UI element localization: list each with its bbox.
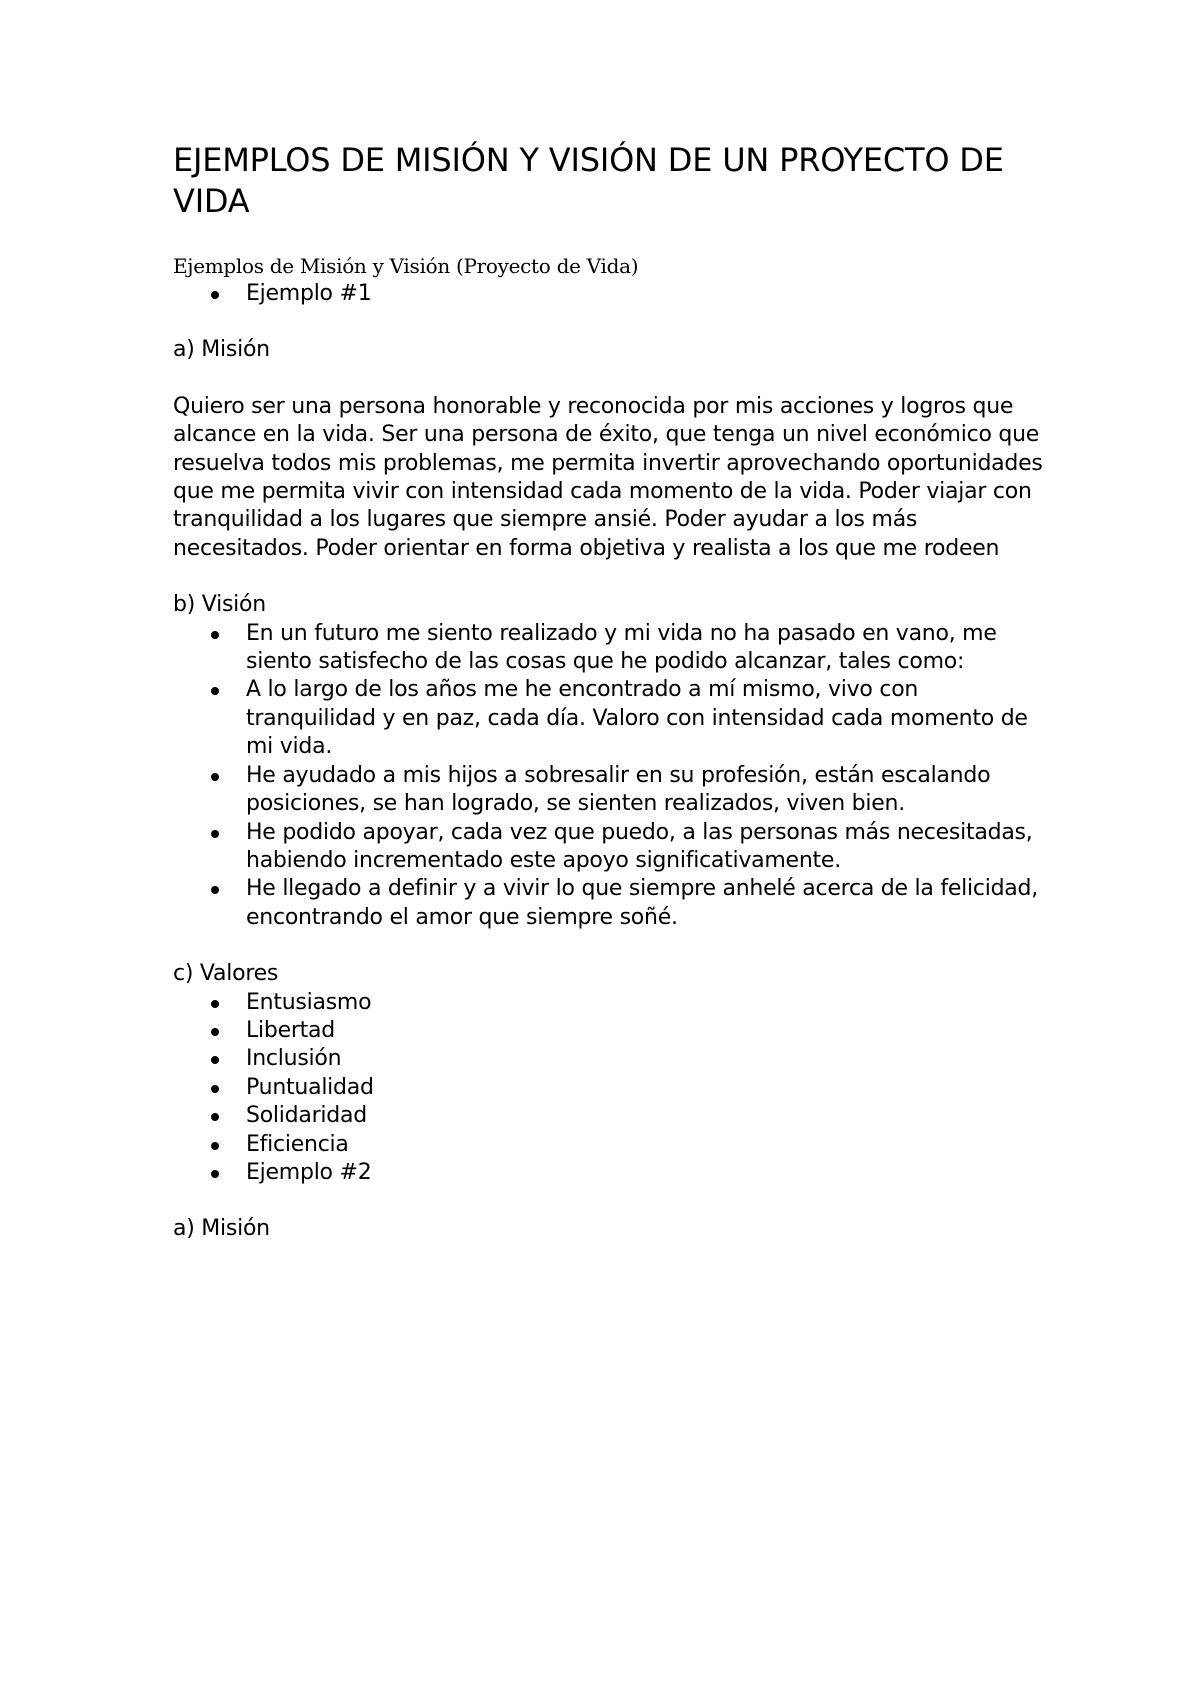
valor-item-text: Solidaridad — [246, 1103, 367, 1129]
list-item — [173, 620, 1053, 677]
list-item — [173, 676, 1053, 761]
bullet-icon — [211, 291, 219, 299]
vision-list — [173, 620, 1053, 932]
bullet-icon — [211, 1056, 219, 1064]
ejemplo-2-list — [173, 1159, 1053, 1187]
valores-heading-1: c) Valores — [173, 961, 279, 987]
valor-item-text: Puntualidad — [246, 1074, 374, 1100]
list-item — [173, 1074, 1053, 1102]
bullet-icon — [211, 1113, 219, 1121]
vision-item-text: He podido apoyar, cada vez que puedo, a las personas más necesitadas, habiendo incrementado este apoyo significativamente. — [246, 819, 1033, 873]
ejemplo-2-label: Ejemplo #2 — [246, 1159, 372, 1185]
valor-item-text: Eficiencia — [246, 1131, 349, 1157]
list-item — [173, 1159, 1053, 1187]
bullet-icon — [211, 1028, 219, 1036]
ejemplo-1-list — [173, 280, 1053, 308]
valor-item-text: Inclusión — [246, 1046, 342, 1072]
list-item — [173, 819, 1053, 876]
bullet-icon — [211, 830, 219, 838]
valor-item-text: Entusiasmo — [246, 989, 372, 1015]
bullet-icon — [211, 1170, 219, 1178]
list-item — [173, 875, 1053, 932]
bullet-icon — [211, 773, 219, 781]
page-title: EJEMPLOS DE MISIÓN Y VISIÓN DE UN PROYECTO DE VIDA — [173, 141, 1004, 220]
ejemplo-1-label: Ejemplo #1 — [246, 281, 372, 306]
valores-list — [173, 989, 1053, 1159]
bullet-icon — [211, 1142, 219, 1150]
list-item — [173, 1131, 1053, 1159]
vision-item-text: He llegado a definir y a vivir lo que siempre anhelé acerca de la felicidad, encontrando el amor que siempre soñé. — [246, 876, 1038, 930]
bullet-icon — [211, 631, 219, 639]
vision-heading-1: b) Visión — [173, 592, 266, 618]
document-page — [173, 140, 1053, 1244]
bullet-icon — [211, 886, 219, 894]
vision-item-text: A lo largo de los años me he encontrado a mí mismo, vivo con tranquilidad y en paz, cada día. Valoro con intensidad cada momento de mi vida. — [246, 677, 1028, 760]
list-item — [173, 280, 1053, 308]
mision-heading-2: a) Misión — [173, 1216, 270, 1242]
bullet-icon — [211, 1085, 219, 1093]
list-item — [173, 1102, 1053, 1130]
mision-heading-1: a) Misión — [173, 337, 270, 363]
list-item — [173, 1017, 1053, 1045]
valor-item-text: Libertad — [246, 1017, 335, 1043]
subtitle: Ejemplos de Misión y Visión (Proyecto de Vida) — [173, 254, 639, 278]
list-item — [173, 762, 1053, 819]
mision-text-1: Quiero ser una persona honorable y reconocida por mis acciones y logros que alcance en la vida. Ser una persona de éxito, que tenga un nivel económico que resuelva todos mis problemas, me permita invertir aprovechando oportunidades que me permita vivir con intensidad cada momento de la vida. Poder viajar con tranquilidad a los lugares que siempre ansié. Poder ayudar a los más necesitados. Poder orientar en forma objetiva y realista a los que me rodeen — [173, 393, 1043, 561]
list-item — [173, 1045, 1053, 1073]
list-item — [173, 989, 1053, 1017]
bullet-icon — [211, 1000, 219, 1008]
bullet-icon — [211, 687, 219, 695]
vision-item-text: En un futuro me siento realizado y mi vida no ha pasado en vano, me siento satisfecho de las cosas que he podido alcanzar, tales como: — [246, 620, 997, 675]
vision-item-text: He ayudado a mis hijos a sobresalir en su profesión, están escalando posiciones, se han logrado, se sienten realizados, viven bien. — [246, 762, 991, 817]
